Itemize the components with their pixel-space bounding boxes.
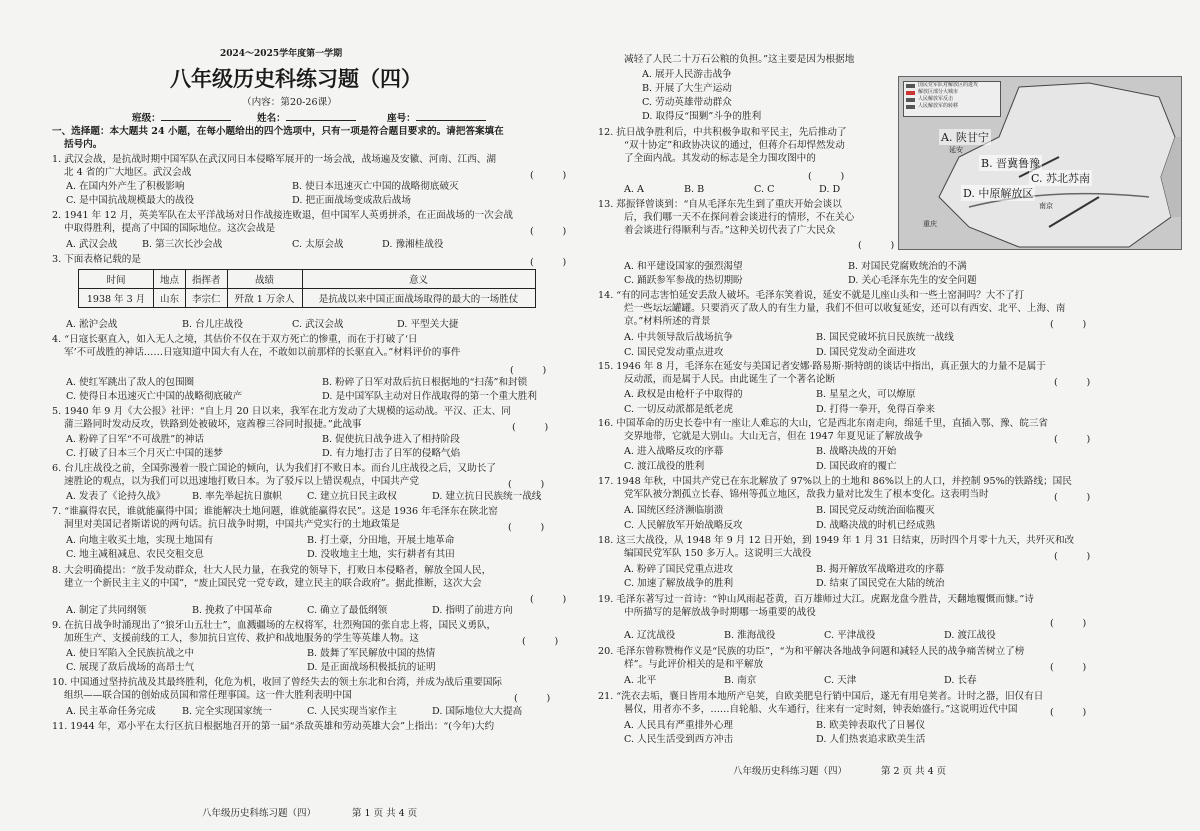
left-question-line: 中取得胜利，提高了中国的国际地位。这次会战是 xyxy=(64,223,276,234)
seat-label: 座号： xyxy=(387,113,416,124)
left-question-line: D. 指明了前进方向 xyxy=(432,605,513,616)
left-footer-page: 第 1 页 共 4 页 xyxy=(352,808,418,819)
right-question-line: D. 渡江战役 xyxy=(944,630,996,641)
left-question-line: 洞里对美国记者斯诺说的两句话。抗日战争时期，中国共产党实行的土地政策是 xyxy=(64,519,400,530)
left-question-line: 2. 1941 年 12 月，英美军队在太平洋战场对日作战接连败退，但中国军人英勇拼杀，在正面战场的一次会战 xyxy=(52,210,513,221)
table-header-row xyxy=(79,270,536,289)
left-question-line: D. 有力地打击了日军的侵略气焰 xyxy=(322,448,461,459)
map-legend xyxy=(903,81,1001,117)
table-cell: 山东 xyxy=(154,289,186,308)
page-title: 八年级历史科练习题（四） xyxy=(170,67,422,91)
left-question-line: 10. 中国通过坚持抗战及其最终胜利，化危为机，收回了曾经失去的领土东北和台湾，并成为战后重要国际 xyxy=(52,677,503,688)
left-question-line: 6. 台儿庄战役之前，全国弥漫着一股亡国论的倾向，认为我们打不败日本。而台儿庄战役之后，又助长了 xyxy=(52,463,496,474)
seat-field xyxy=(387,111,486,125)
right-footer-page: 第 2 页 共 4 页 xyxy=(881,766,947,777)
right-question-line: D. 国民党发动全面进攻 xyxy=(816,347,916,358)
right-question-line: B. 星星之火，可以燎原 xyxy=(816,389,916,400)
answer-blank[interactable]: ( ) xyxy=(1054,551,1091,562)
left-question-line: B. 使日本迅速灭亡中国的战略彻底破灭 xyxy=(292,181,459,192)
right-question-line: 晷仪，用者亦不多，……自轮船、火车通行，往来有一定时刻，钟表始盛行。”这说明近代中国 xyxy=(624,704,1018,715)
left-question-line: C. 建立抗日民主政权 xyxy=(307,491,397,502)
table-header: 地点 xyxy=(154,270,186,289)
right-question-line: 京。”材料所述的背景 xyxy=(624,316,711,327)
battle-table xyxy=(78,269,536,308)
answer-blank[interactable]: ( ) xyxy=(1050,319,1087,330)
left-question-line: A. 粉碎了日军“不可战胜”的神话 xyxy=(66,434,204,445)
answer-blank[interactable]: ( ) xyxy=(530,594,567,605)
left-question-line: 北 4 省的广大地区。武汉会战 xyxy=(64,167,192,178)
right-question-line: 16. 中国革命的历史长卷中有一座让人难忘的大山，它是西北东南走向，绵延千里，直插入鄂、豫、皖三省 xyxy=(598,418,1049,429)
right-question-line: 党军队被分割孤立长春、锦州等孤立地区，敌我力量对比发生了根本变化。这表明当时 xyxy=(624,489,989,500)
left-question-line: A. 武汉会战 xyxy=(66,239,118,250)
map-label-b: B. 晋冀鲁豫 xyxy=(981,157,1041,170)
left-question-line: C. 地主减租减息、农民交租交息 xyxy=(66,549,204,560)
left-question-line: D. 是中国军队主动对日作战取得的第一个重大胜利 xyxy=(322,391,537,402)
right-question-line: B. 欧美钟表取代了日晷仪 xyxy=(816,720,926,731)
answer-blank[interactable]: ( ) xyxy=(808,171,845,182)
right-question-line: B. 战略决战的开始 xyxy=(816,446,897,457)
right-question-line: C. 一切反动派都是纸老虎 xyxy=(624,404,734,415)
seat-blank xyxy=(416,111,486,121)
right-question-line: D. 长春 xyxy=(944,675,977,686)
liberated-areas-map xyxy=(898,76,1182,250)
left-question-line: C. 太原会战 xyxy=(292,239,344,250)
right-question-line: B. 淮海战役 xyxy=(724,630,776,641)
map-label-d: D. 中原解放区 xyxy=(963,187,1034,200)
right-question-line: D. 结束了国民党在大陆的统治 xyxy=(816,578,945,589)
right-question-line: 样”。与此评价相关的是和平解放 xyxy=(624,659,764,670)
right-question-line: A. 辽沈战役 xyxy=(624,630,676,641)
map-label-a: A. 陕甘宁 xyxy=(941,131,989,144)
answer-blank[interactable]: ( ) xyxy=(530,226,567,237)
left-question-line: B. 挽救了中国革命 xyxy=(192,605,273,616)
left-question-line: 加班生产、支援前线的工人，参加抗日宣传、救护和战地服务的学生等英雄人物。这 xyxy=(64,633,419,644)
right-question-line: A. A xyxy=(624,184,644,195)
instructions-line-1: 一、选择题：本大题共 24 小题，在每小题给出的四个选项中，只有一项是符合题目要求的。请把答案填在 xyxy=(52,126,504,137)
left-question-line: 3. 下面表格记载的是 xyxy=(52,254,141,265)
left-question-line: C. 确立了最低纲领 xyxy=(307,605,388,616)
right-question-line: C. 渡江战役的胜利 xyxy=(624,461,705,472)
left-question-line: 4. “日寇长驱直入，如入无人之境，其估价不仅在于双方死亡的惨重，而在于打破了‘日 xyxy=(52,334,418,345)
left-question-line: 速胜论的观点，以为我们可以迅速地打败日本。为了驳斥以上错误观点，中国共产党 xyxy=(64,476,419,487)
left-question-line: A. 向地主收买土地，实现土地国有 xyxy=(66,535,214,546)
left-question-line: 5. 1940 年 9 月《大公报》社评：“自上月 20 日以来，我军在北方发动了大规模的运动战。平汉、正太、同 xyxy=(52,406,511,417)
map-city: 延安 xyxy=(949,146,963,154)
answer-blank[interactable]: ( ) xyxy=(1054,492,1091,503)
right-question-line: 12. 抗日战争胜利后，中共积极争取和平民主，先后推动了 xyxy=(598,127,847,138)
right-question-line: B. 国民党破坏抗日民族统一战线 xyxy=(816,332,954,343)
left-question-line: D. 把正面战场变成敌后战场 xyxy=(292,195,411,206)
right-question-line: “双十协定”和政协决议的通过，但蒋介石却悍然发动 xyxy=(624,140,845,151)
right-question-line: D. 人们热衷追求欧美生活 xyxy=(816,734,926,745)
left-question-line: A. 民主革命任务完成 xyxy=(66,706,156,717)
right-question-line: 烂一些坛坛罐罐。只要消灭了敌人的有生力量，我们不但可以收复延安，还可以有西安、北平、上海、南 xyxy=(624,303,1066,314)
right-question-line: 17. 1948 年秋，中国共产党已在东北解放了 97%以上的土地和 86%以上的人口，并控制 95%的铁路线；国民 xyxy=(598,476,1072,487)
left-question-line: A. 使红军跳出了敌人的包围圈 xyxy=(66,377,195,388)
left-question-line: 建立一个新民主主义的中国”，“废止国民党一党专政，建立民主的联合政府”。据此推断，这次大会 xyxy=(64,578,482,589)
left-question-line: D. 是正面战场积极抵抗的证明 xyxy=(307,662,436,673)
right-question-line: 15. 1946 年 8 月，毛泽东在延安与美国记者安娜·路易斯·斯特朗的谈话中指出，真正强大的力量不是属于 xyxy=(598,361,1046,372)
right-question-line: A. 国统区经济濒临崩溃 xyxy=(624,505,724,516)
left-question-line: A. 淞沪会战 xyxy=(66,319,118,330)
right-question-line: 交界地带，它就是大别山。大山无言，但在 1947 年夏见证了解放战争 xyxy=(624,431,924,442)
left-page xyxy=(52,0,592,831)
right-question-line: A. 展开人民游击战争 xyxy=(642,69,732,80)
class-label: 班级： xyxy=(132,113,161,124)
left-question-line: A. 使日军陷入全民族抗战之中 xyxy=(66,648,195,659)
left-question-line: B. 促使抗日战争进入了相持阶段 xyxy=(322,434,460,445)
name-label: 姓名： xyxy=(257,113,286,124)
table-header: 意义 xyxy=(302,270,535,289)
left-question-line: D. 平型关大捷 xyxy=(397,319,459,330)
answer-blank[interactable]: ( ) xyxy=(1054,434,1091,445)
legend-item: 解放区部分大城市 xyxy=(904,89,1000,96)
right-question-line: C. 人民生活受到西方冲击 xyxy=(624,734,734,745)
left-question-line: A. 制定了共同纲领 xyxy=(66,605,147,616)
answer-blank[interactable]: ( ) xyxy=(858,240,895,251)
left-question-line: D. 国际地位大大提高 xyxy=(432,706,523,717)
answer-blank[interactable]: ( ) xyxy=(1050,662,1087,673)
right-question-line: C. 人民解放军开始战略反攻 xyxy=(624,520,743,531)
right-question-line: A. 中共领导敌后战场抗争 xyxy=(624,332,733,343)
answer-blank[interactable]: ( ) xyxy=(512,422,549,433)
legend-item: 人民解放军反击 xyxy=(904,96,1000,103)
right-question-line: D. D xyxy=(819,184,841,195)
right-question-line: C. 国民党发动重点进攻 xyxy=(624,347,724,358)
right-question-line: A. 粉碎了国民党重点进攻 xyxy=(624,564,733,575)
right-question-line: B. 国民党反动统治面临覆灭 xyxy=(816,505,935,516)
right-question-line: B. 开展了大生产运动 xyxy=(642,83,732,94)
left-question-line: A. 在国内外产生了积极影响 xyxy=(66,181,185,192)
left-question-line: B. 打土豪，分田地，开展土地革命 xyxy=(307,535,455,546)
table-header: 战绩 xyxy=(227,270,302,289)
left-question-line: D. 没收地主土地，实行耕者有其田 xyxy=(307,549,455,560)
right-question-line: 14. “有的同志害怕延安丢敌人破坏。毛泽东笑着说，延安不就是儿座山头和一些土窑洞吗？大不了打 xyxy=(598,290,1025,301)
table-cell: 歼敌 1 万余人 xyxy=(227,289,302,308)
class-blank xyxy=(161,111,231,121)
left-question-line: 7. “谁赢得农民，谁就能赢得中国；谁能解决土地问题，谁就能赢得农民”。这是 1936 年毛泽东在陕北窑 xyxy=(52,506,498,517)
left-question-line: B. 完全实现国家统一 xyxy=(182,706,272,717)
map-city: 重庆 xyxy=(923,220,937,228)
table-cell: 李宗仁 xyxy=(186,289,228,308)
answer-blank[interactable]: ( ) xyxy=(508,522,545,533)
answer-blank[interactable]: ( ) xyxy=(514,693,551,704)
right-question-line: 编国民党军队 150 多万人。这说明三大战役 xyxy=(624,548,812,559)
table-header: 指挥者 xyxy=(186,270,228,289)
left-question-line: C. 武汉会战 xyxy=(292,319,344,330)
right-question-line: C. C xyxy=(754,184,775,195)
answer-blank[interactable]: ( ) xyxy=(1050,707,1087,718)
left-question-line: D. 豫湘桂战役 xyxy=(382,239,444,250)
answer-blank[interactable]: ( ) xyxy=(530,170,567,181)
right-question-line: B. 南京 xyxy=(724,675,757,686)
table-header: 时间 xyxy=(79,270,154,289)
right-question-line: C. 劳动英雄带动群众 xyxy=(642,97,732,108)
right-question-line: 18. 这三大战役，从 1948 年 9 月 12 日开始，到 1949 年 1 月 31 日结束，历时四个月零十九天，共歼灭和改 xyxy=(598,535,1075,546)
left-question-line: 9. 在抗日战争时涌现出了“狼牙山五壮士”，血溅疆场的左权将军，壮烈殉国的张自忠上将，国民义勇队， xyxy=(52,620,497,631)
right-question-line: 13. 郑振铎曾谈到：“自从毛泽东先生到了重庆开始会谈以 xyxy=(598,199,842,210)
right-question-line: 后，我们哪一天不在探问着会谈进行的情形，不在关心 xyxy=(624,212,855,223)
content-scope: （内容：第20-26课） xyxy=(242,97,337,108)
table-cell: 是抗战以来中国正面战场取得的最大的一场胜仗 xyxy=(302,289,535,308)
answer-blank[interactable]: ( ) xyxy=(522,636,559,647)
name-field xyxy=(257,111,356,125)
left-question-line: A. 发表了《论持久战》 xyxy=(66,491,166,502)
right-question-line: A. 和平建设国家的强烈渴望 xyxy=(624,261,743,272)
table-row xyxy=(79,289,536,308)
name-blank xyxy=(286,111,356,121)
answer-blank[interactable]: ( ) xyxy=(1050,618,1087,629)
left-question-line: C. 是中国抗战规模最大的战役 xyxy=(66,195,195,206)
left-question-line: C. 使得日本迅速灭亡中国的战略彻底破产 xyxy=(66,391,243,402)
right-question-line: 21. “洗衣去垢，襄日皆用本地所产皂荚，自欧美肥皂行销中国后，遂无有用皂荚者。计时之器，旧仅有日 xyxy=(598,691,1044,702)
left-question-line: 1. 武汉会战，是抗战时期中国军队在武汉同日本侵略军展开的一场会战，战场遍及安徽、河南、江西、湖 xyxy=(52,154,496,165)
left-question-line: B. 鼓舞了军民解放中国的热情 xyxy=(307,648,436,659)
left-question-line: 蒲三路同时发动反攻，铁路到处被破坏，寇酋穆三谷同时报捷。”此战事 xyxy=(64,419,362,430)
left-question-line: C. 展现了敌后战场的高昂士气 xyxy=(66,662,195,673)
right-question-line: C. 加速了解放战争的胜利 xyxy=(624,578,734,589)
left-question-line: 8. 大会明确提出：“放手发动群众，壮大人民力量，在我党的领导下，打败日本侵略者，解放全国人民， xyxy=(52,565,492,576)
left-question-line: B. 率先举起抗日旗帜 xyxy=(192,491,282,502)
right-question-line: 19. 毛泽东著写过一首诗：“钟山风雨起苍黄，百万雄师过大江。虎踞龙盘今胜昔，天翻地覆慨而慷。”诗 xyxy=(598,594,1034,605)
left-question-line: B. 第三次长沙会战 xyxy=(142,239,223,250)
instructions-line-2: 括号内。 xyxy=(64,139,103,150)
right-page xyxy=(598,0,1183,831)
answer-blank[interactable]: ( ) xyxy=(508,479,545,490)
answer-blank[interactable]: ( ) xyxy=(530,257,567,268)
left-question-line: B. 粉碎了日军对敌后抗日根据地的“扫荡”和封锁 xyxy=(322,377,528,388)
right-question-line: 了全面内战。其发动的标志是全力围攻图中的 xyxy=(624,153,816,164)
right-question-line: B. B xyxy=(684,184,705,195)
right-question-line: B. 对国民党腐败统治的不满 xyxy=(848,261,967,272)
right-question-line: A. 人民具有严重排外心理 xyxy=(624,720,733,731)
right-footer-title: 八年级历史科练习题（四） xyxy=(733,766,848,777)
answer-blank[interactable]: ( ) xyxy=(510,365,547,376)
left-question-line: 组织——联合国的创始成员国和常任理事国。这一件大胜利表明中国 xyxy=(64,690,352,701)
right-question-line: C. 平津战役 xyxy=(824,630,876,641)
right-question-line: D. 国民政府的覆亡 xyxy=(816,461,897,472)
right-question-line: D. 取得反“围剿”斗争的胜利 xyxy=(642,111,762,122)
right-question-line: 减轻了人民二十万石公粮的负担。”这主要是因为根据地 xyxy=(624,54,855,65)
left-question-line: C. 打破了日本三个月灭亡中国的迷梦 xyxy=(66,448,224,459)
left-question-line: 军’不可战胜的神话……日寇知道中国大有人在，不敢如以前那样的长驱直入。”材料评价的事件 xyxy=(64,347,461,358)
left-question-line: C. 人民实现当家作主 xyxy=(307,706,397,717)
right-question-line: D. 战略决战的时机已经成熟 xyxy=(816,520,935,531)
right-question-line: 反动派，而是属于人民。由此诞生了一个著名论断 xyxy=(624,374,836,385)
map-city: 南京 xyxy=(1039,202,1053,210)
right-question-line: 中所描写的是解放战争时期哪一场重要的战役 xyxy=(624,607,816,618)
left-question-line: B. 台儿庄战役 xyxy=(182,319,244,330)
right-question-line: A. 政权是由枪杆子中取得的 xyxy=(624,389,743,400)
right-question-line: C. 天津 xyxy=(824,675,857,686)
left-question-line: D. 建立抗日民族统一战线 xyxy=(432,491,542,502)
legend-item: 人民解放军的转移 xyxy=(904,103,1000,110)
class-field xyxy=(132,111,231,125)
table-cell: 1938 年 3 月 xyxy=(79,289,154,308)
right-question-line: 着会谈进行得顺利与否。”这种关切代表了广大民众 xyxy=(624,225,836,236)
left-footer-title: 八年级历史科练习题（四） xyxy=(202,808,317,819)
right-question-line: A. 北平 xyxy=(624,675,657,686)
right-question-line: B. 揭开解放军战略进攻的序幕 xyxy=(816,564,945,575)
legend-item: 国民党军队对解放区的进攻 xyxy=(904,82,1000,89)
answer-blank[interactable]: ( ) xyxy=(1054,377,1091,388)
right-question-line: D. 关心毛泽东先生的安全问题 xyxy=(848,275,977,286)
right-question-line: C. 踊跃参军参战的热切期盼 xyxy=(624,275,743,286)
map-label-c: C. 苏北苏南 xyxy=(1031,172,1091,185)
left-question-line: 11. 1944 年，邓小平在太行区抗日根据地召开的第一届“杀敌英雄和劳动英雄大会”上指出：“(今年)大约 xyxy=(52,721,495,732)
right-question-line: 20. 毛泽东曾称赞梅作义是“民族的功臣”，“为和平解决各地战争问题和减轻人民的战争痛苦树立了榜 xyxy=(598,646,1025,657)
right-question-line: A. 进入战略反攻的序幕 xyxy=(624,446,724,457)
right-question-line: D. 打得一拳开，免得百拳来 xyxy=(816,404,935,415)
school-year: 2024～2025学年度第一学期 xyxy=(220,49,343,59)
